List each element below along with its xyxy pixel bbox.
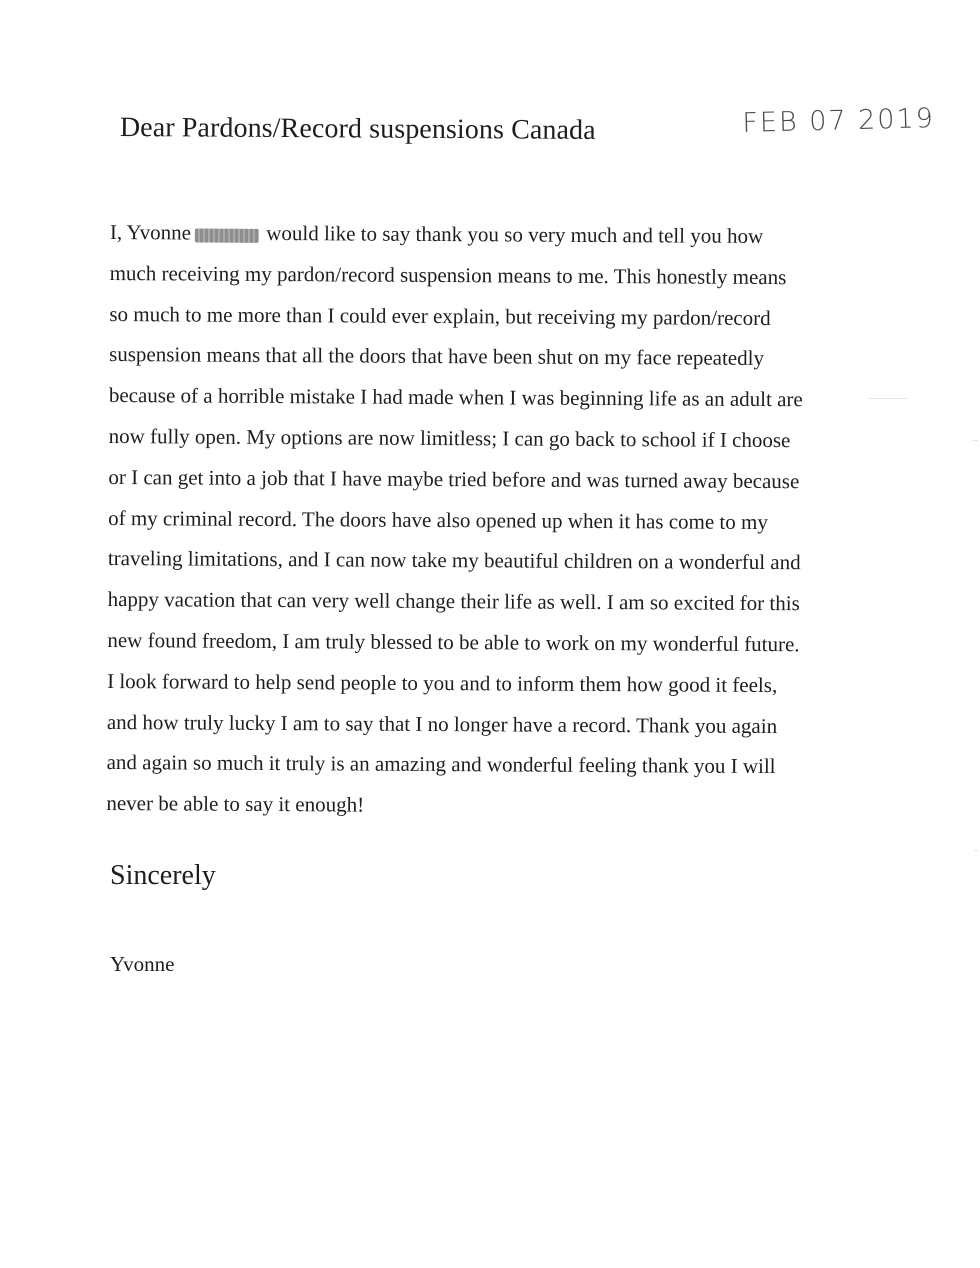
scan-artifact	[972, 440, 978, 441]
letter-signature: Yvonne	[110, 952, 175, 976]
scan-artifact	[974, 850, 978, 851]
opening-text: I, Yvonne	[109, 219, 192, 245]
body-line: because of a horrible mistake I had made when I was beginning life as an adult are	[108, 383, 803, 412]
body-line: and again so much it truly is an amazing and wonderful feeling thank you I will	[106, 750, 776, 779]
body-line: suspension means that all the doors that have been shut on my face repeatedly	[109, 342, 765, 371]
body-line: new found freedom, I am truly blessed to be able to work on my wonderful future.	[107, 627, 800, 657]
body-line: so much to me more than I could ever explain, but receiving my pardon/record	[109, 301, 771, 330]
body-line	[110, 212, 870, 257]
body-line-text: would like to say thank you so very much and tell you how	[266, 220, 764, 248]
body-line: of my criminal record. The doors have also opened up when it has come to my	[108, 505, 768, 534]
body-line: much receiving my pardon/record suspension means to me. This honestly means	[109, 260, 787, 289]
body-line: and how truly lucky I am to say that I no longer have a record. Thank you again	[106, 709, 778, 738]
body-line: I look forward to help send people to you and to inform them how good it feels,	[107, 668, 778, 697]
redacted-surname	[195, 228, 259, 242]
body-line: traveling limitations, and I can now take my beautiful children on a wonderful and	[107, 546, 801, 575]
letter-closing: Sincerely	[110, 860, 216, 891]
body-line: happy vacation that can very well change their life as well. I am so excited for this	[107, 587, 800, 616]
letter-body	[106, 212, 870, 829]
body-line: or I can get into a job that I have maybe tried before and was turned away because	[108, 464, 800, 493]
body-line: never be able to say it enough!	[106, 791, 365, 817]
body-line: now fully open. My options are now limitless; I can go back to school if I choose	[108, 423, 791, 453]
handwritten-date: FEB 07 2019	[742, 102, 936, 139]
letter-salutation: Dear Pardons/Record suspensions Canada	[119, 112, 596, 146]
scan-artifact	[868, 398, 908, 399]
